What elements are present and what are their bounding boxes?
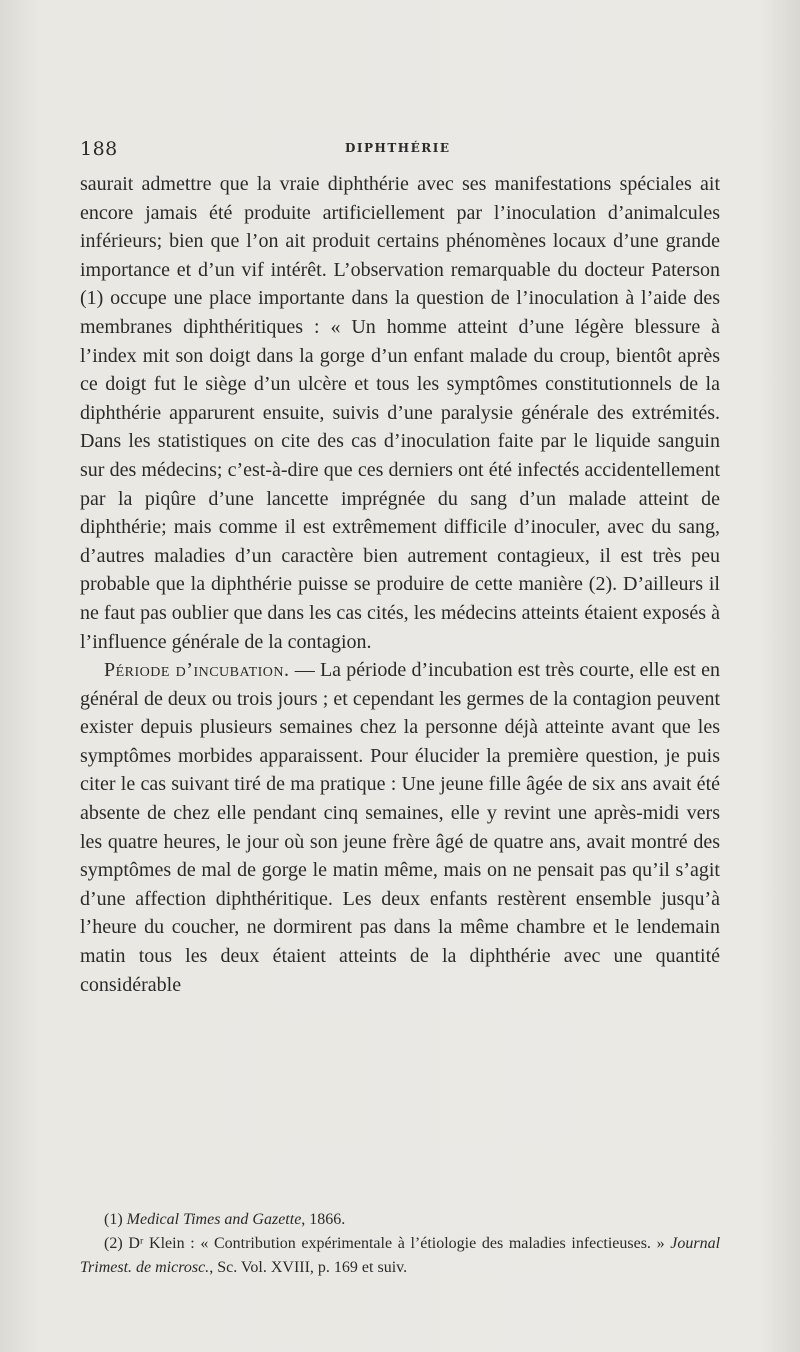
footnote-marker: (2) <box>104 1235 123 1252</box>
footnotes <box>80 1208 720 1280</box>
footnote-journal: Journal Trimest. de microsc. <box>80 1235 721 1276</box>
running-head: DIPHTHÉRIE <box>345 141 451 155</box>
footnote-text: Dʳ Klein : « Contribution expérimentale à l’étiologie des maladies infectieuses. » <box>128 1235 671 1252</box>
paragraph-incubation <box>80 656 720 999</box>
page-number: 188 <box>80 138 118 160</box>
page-header <box>80 138 720 162</box>
footnote-1 <box>80 1208 720 1232</box>
footnote-marker: (1) <box>104 1211 123 1228</box>
footnote-2 <box>80 1232 720 1280</box>
footnote-text: , 1866. <box>301 1211 346 1228</box>
section-heading: Période d’incubation. <box>104 659 290 682</box>
paragraph-continuation: saurait admettre que la vraie diphthérie avec ses manifestations spéciales ait encore jamais été produite artificiellement par l’inoculation d’animalcules inférieurs; bien que l’on ait produit certains phénomènes locaux d’une grande importance et d’un vif intérêt. L’observation remarquable du docteur Paterson (1) occupe une place importante dans la question de l’inoculation à l’aide des membranes diphthéritiques : « Un homme atteint d’une légère blessure à l’index mit son doigt dans la gorge d’un enfant malade du croup, bientôt après ce doigt fut le siège d’un ulcère et tous les symptômes constitutionnels de la diphthérie apparurent ensuite, suivis d’une paralysie générale des extrémités. Dans les statistiques on cite des cas d’inoculation faite par le liquide sanguin sur des médecins; c’est-à-dire que ces derniers ont été infectés accidentellement par la piqûre d’une lancette imprégnée du sang d’un malade atteint de diphthérie; mais comme il est extrêmement difficile d’inoculer, avec du sang, d’autres maladies d’un caractère bien autrement contagieux, il est très peu probable que la diphthérie puisse se produire de cette manière (2). D’ailleurs il ne faut pas oublier que dans les cas cités, les médecins atteints étaient exposés à l’influence générale de la contagion. <box>80 173 720 653</box>
paragraph-text: — La période d’incubation est très courte, elle est en général de deux ou trois jours ; et cependant les germes de la contagion peuvent exister depuis plusieurs semaines chez la personne déjà atteinte avant que les symptômes morbides apparaissent. Pour élucider la première question, je puis citer le cas suivant tiré de ma pratique : Une jeune fille âgée de six ans avait été absente de chez elle pendant cinq semaines, elle y revint une après-midi vers les quatre heures, le jour où son jeune frère âgé de quatre ans, avait montré des symptômes de mal de gorge le matin même, mais on ne pensait pas qu’il s’agit d’une affection diphthéritique. Les deux enfants restèrent ensemble jusqu’à l’heure du coucher, ne dormirent pas dans la même chambre et le lendemain matin tous les deux étaient atteints de la diphthérie avec une quantité considérable <box>80 659 720 996</box>
footnote-title: Medical Times and Gazette <box>126 1211 302 1228</box>
body-text <box>80 170 720 999</box>
footnote-text: , Sc. Vol. XVIII, p. 169 et suiv. <box>209 1259 408 1276</box>
